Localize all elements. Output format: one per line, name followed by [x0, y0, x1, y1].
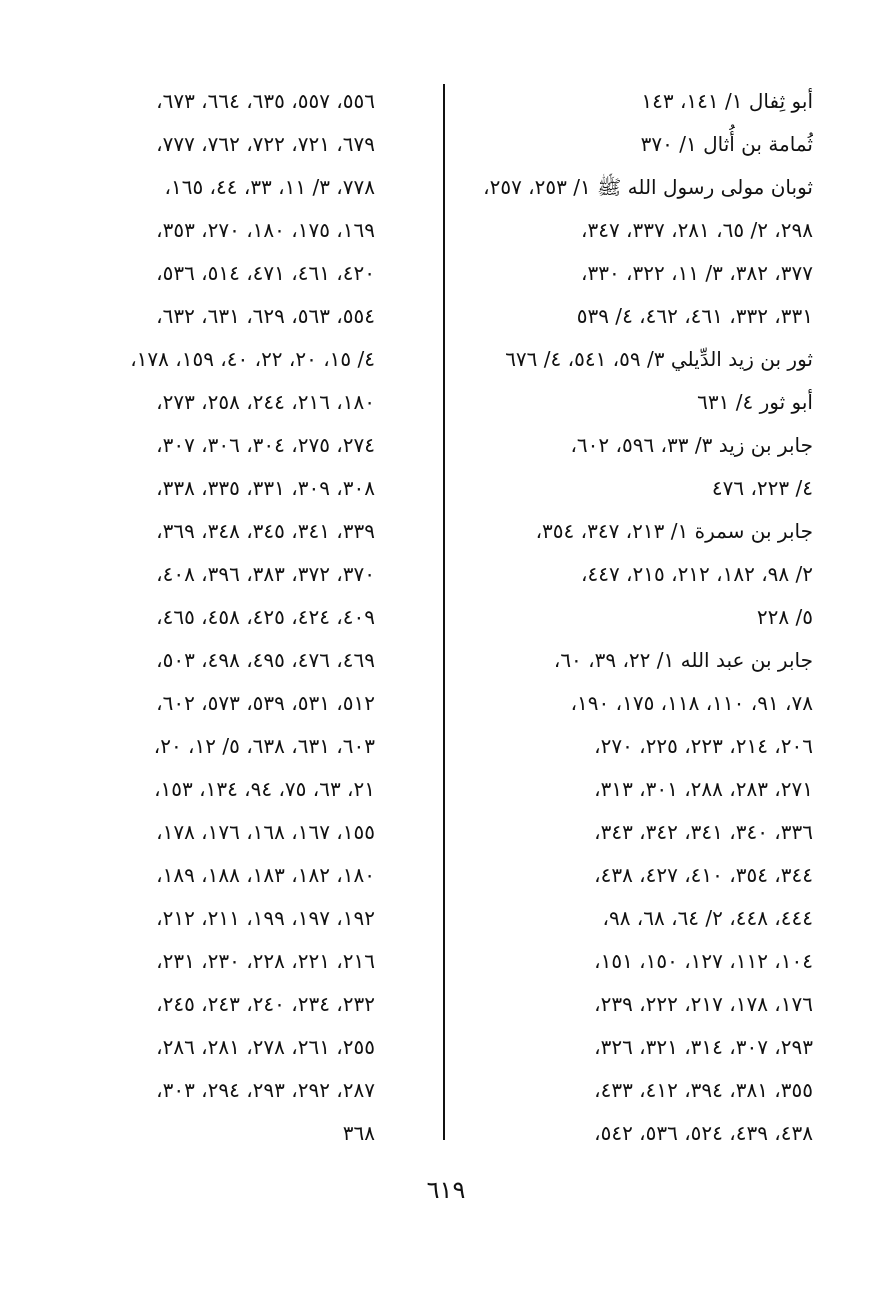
index-column-right [455, 80, 813, 1155]
index-line: أبو ثِفال ١/ ١٤١، ١٤٣ [641, 89, 813, 113]
page-number: ٦١٩ [426, 1176, 466, 1204]
index-line: ٢٥٥، ٢٦١، ٢٧٨، ٢٨١، ٢٨٦، [156, 1035, 375, 1059]
index-line: ٦٧٩، ٧٢١، ٧٢٢، ٧٦٢، ٧٧٧، [156, 132, 375, 156]
index-line: ٢٩٣، ٣٠٧، ٣١٤، ٣٢١، ٣٢٦، [594, 1035, 813, 1059]
index-line: ٢٧١، ٢٨٣، ٢٨٨، ٣٠١، ٣١٣، [594, 777, 813, 801]
index-line: ٢٠٦، ٢١٤، ٢٢٣، ٢٢٥، ٢٧٠، [594, 734, 813, 758]
column-divider [443, 84, 445, 1140]
index-line: ٣٣١، ٣٣٢، ٤٦١، ٤٦٢، ٤/ ٥٣٩ [576, 304, 813, 328]
index-line: ٢٣٢، ٢٣٤، ٢٤٠، ٢٤٣، ٢٤٥، [156, 992, 375, 1016]
index-line: ٣٤٤، ٣٥٤، ٤١٠، ٤٢٧، ٤٣٨، [594, 863, 813, 887]
index-line: جابر بن زيد ٣/ ٣٣، ٥٩٦، ٦٠٢، [570, 433, 813, 457]
index-line: ٣٠٨، ٣٠٩، ٣٣١، ٣٣٥، ٣٣٨، [156, 476, 375, 500]
index-line: ٣٧٠، ٣٧٢، ٣٨٣، ٣٩٦، ٤٠٨، [156, 562, 375, 586]
index-line: ٣٣٦، ٣٤٠، ٣٤١، ٣٤٢، ٣٤٣، [594, 820, 813, 844]
index-line: ٧٧٨، ٣/ ١١، ٣٣، ٤٤، ١٦٥، [164, 175, 375, 199]
index-line: ٢٧٤، ٢٧٥، ٣٠٤، ٣٠٦، ٣٠٧، [156, 433, 375, 457]
index-line: ٣٦٨ [342, 1121, 375, 1145]
index-line: ٤/ ٢٢٣، ٤٧٦ [711, 476, 813, 500]
index-line: ١٥٥، ١٦٧، ١٦٨، ١٧٦، ١٧٨، [156, 820, 375, 844]
index-line: ٥١٢، ٥٣١، ٥٣٩، ٥٧٣، ٦٠٢، [156, 691, 375, 715]
index-line: ١٦٩، ١٧٥، ١٨٠، ٢٧٠، ٣٥٣، [156, 218, 375, 242]
index-line: ٦٠٣، ٦٣١، ٦٣٨، ٥/ ١٢، ٢٠، [153, 734, 375, 758]
index-line: ٤٤٤، ٤٤٨، ٢/ ٦٤، ٦٨، ٩٨، [602, 906, 813, 930]
index-line: ٥/ ٢٢٨ [756, 605, 813, 629]
index-line: ٣٣٩، ٣٤١، ٣٤٥، ٣٤٨، ٣٦٩، [156, 519, 375, 543]
index-line: ٤٠٩، ٤٢٤، ٤٢٥، ٤٥٨، ٤٦٥، [156, 605, 375, 629]
index-line: أبو ثور ٤/ ٦٣١ [697, 390, 813, 414]
index-column-left [70, 80, 375, 1155]
index-line: ٥٥٤، ٥٦٣، ٦٢٩، ٦٣١، ٦٣٢، [156, 304, 375, 328]
index-line: ١٨٠، ١٨٢، ١٨٣، ١٨٨، ١٨٩، [156, 863, 375, 887]
index-line: ٤٣٨، ٤٣٩، ٥٢٤، ٥٣٦، ٥٤٢، [594, 1121, 813, 1145]
index-line: ١٠٤، ١١٢، ١٢٧، ١٥٠، ١٥١، [594, 949, 813, 973]
index-line: ٢١، ٦٣، ٧٥، ٩٤، ١٣٤، ١٥٣، [154, 777, 375, 801]
index-line: ٤٢٠، ٤٦١، ٤٧١، ٥١٤، ٥٣٦، [156, 261, 375, 285]
index-line: ثور بن زيد الدِّيلي ٣/ ٥٩، ٥٤١، ٤/ ٦٧٦ [505, 347, 813, 371]
index-line: ثوبان مولى رسول الله ﷺ ١/ ٢٥٣، ٢٥٧، [483, 175, 813, 199]
index-line: ٣٥٥، ٣٨١، ٣٩٤، ٤١٢، ٤٣٣، [594, 1078, 813, 1102]
index-line: ثُمامة بن أُثال ١/ ٣٧٠ [640, 132, 813, 156]
index-line: ٤/ ١٥، ٢٠، ٢٢، ٤٠، ١٥٩، ١٧٨، [130, 347, 375, 371]
index-line: ٤٦٩، ٤٧٦، ٤٩٥، ٤٩٨، ٥٠٣، [156, 648, 375, 672]
index-line: ٣٧٧، ٣٨٢، ٣/ ١١، ٣٢٢، ٣٣٠، [581, 261, 813, 285]
index-line: جابر بن عبد الله ١/ ٢٢، ٣٩، ٦٠، [553, 648, 813, 672]
index-line: ٥٥٦، ٥٥٧، ٦٣٥، ٦٦٤، ٦٧٣، [156, 89, 375, 113]
index-line: ٢١٦، ٢٢١، ٢٢٨، ٢٣٠، ٢٣١، [156, 949, 375, 973]
index-line: ١٨٠، ٢١٦، ٢٤٤، ٢٥٨، ٢٧٣، [156, 390, 375, 414]
index-line: ٧٨، ٩١، ١١٠، ١١٨، ١٧٥، ١٩٠، [570, 691, 813, 715]
index-line: ١٧٦، ١٧٨، ٢١٧، ٢٢٢، ٢٣٩، [594, 992, 813, 1016]
index-line: ٢٨٧، ٢٩٢، ٢٩٣، ٢٩٤، ٣٠٣، [156, 1078, 375, 1102]
index-line: ٢/ ٩٨، ١٨٢، ٢١٢، ٢١٥، ٤٤٧، [581, 562, 813, 586]
index-line: ١٩٢، ١٩٧، ١٩٩، ٢١١، ٢١٢، [156, 906, 375, 930]
index-line: جابر بن سمرة ١/ ٢١٣، ٣٤٧، ٣٥٤، [535, 519, 813, 543]
index-line: ٢٩٨، ٢/ ٦٥، ٢٨١، ٣٣٧، ٣٤٧، [581, 218, 813, 242]
